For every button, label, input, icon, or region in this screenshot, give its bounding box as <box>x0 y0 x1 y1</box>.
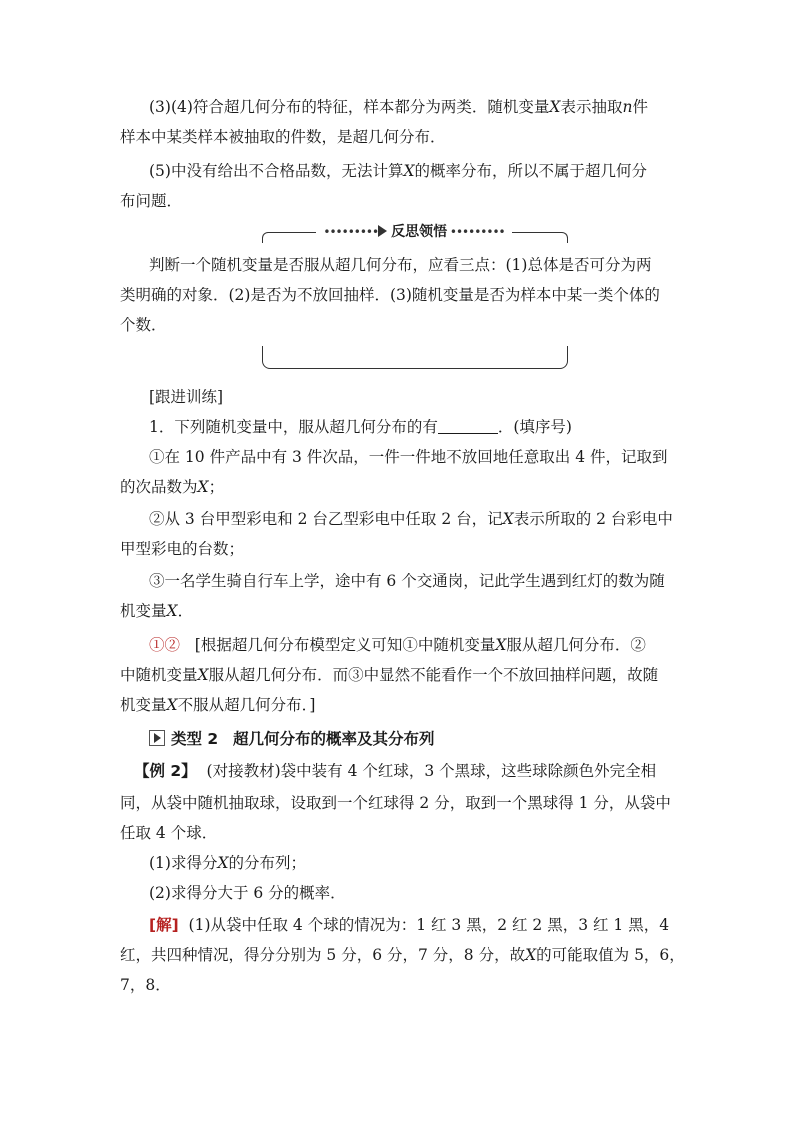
solution-line: 红，共四种情况，得分分别为 5 分，6 分，7 分，8 分，故X的可能取值为 5，6， <box>120 946 685 964</box>
example-line: 任取 4 个球． <box>120 824 218 842</box>
answer-blank <box>438 419 498 434</box>
triangle-icon <box>378 225 387 237</box>
section-heading: 类型 2 超几何分布的概率及其分布列 <box>149 728 676 750</box>
reflection-box-bottom <box>262 346 568 369</box>
reflection-line: 类明确的对象．(2)是否为不放回抽样．(3)随机变量是否为样本中某一类个体的 <box>120 286 660 304</box>
play-icon <box>149 730 165 746</box>
reflection-title: ••••••••• 反思领悟 ••••••••• <box>316 222 512 242</box>
example-question: (2)求得分大于 6 分的概率． <box>149 884 346 902</box>
answer-key: ①② <box>149 636 181 654</box>
solution-line: 7，8． <box>120 976 171 994</box>
para-line: 布问题． <box>120 192 183 210</box>
reflection-line: 个数． <box>120 316 167 334</box>
example-line: 【例 2】 (对接教材)袋中装有 4 个红球，3 个黑球，这些球除颜色外完全相 <box>134 762 657 780</box>
answer-line: 中随机变量X服从超几何分布．而③中显然不能看作一个不放回抽样问题，故随 <box>120 666 659 684</box>
solution-tag: [解] <box>149 916 179 934</box>
option-3-line: ③一名学生骑自行车上学，途中有 6 个交通岗，记此学生遇到红灯的数为随 <box>149 572 665 590</box>
option-2-line: 甲型彩电的台数； <box>120 540 245 558</box>
example-question: (1)求得分X的分布列； <box>149 854 307 872</box>
option-3-line: 机变量X． <box>120 602 194 620</box>
para-line: (3)(4)符合超几何分布的特征，样本都分为两类．随机变量X表示抽取n件 <box>149 98 648 116</box>
option-2-line: ②从 3 台甲型彩电和 2 台乙型彩电中任取 2 台，记X表示所取的 2 台彩电中 <box>149 510 673 528</box>
option-1-line: 的次品数为X； <box>120 478 225 496</box>
para-line: (5)中没有给出不合格品数，无法计算X的概率分布，所以不属于超几何分 <box>149 162 648 180</box>
para-line: 样本中某类样本被抽取的件数，是超几何分布． <box>120 128 446 146</box>
answer-line: 机变量X不服从超几何分布．] <box>120 696 316 714</box>
example-line: 同，从袋中随机抽取球，设取到一个红球得 2 分，取到一个黑球得 1 分，从袋中 <box>120 794 671 812</box>
question-1: 1．下列随机变量中，服从超几何分布的有 ．(填序号) <box>149 418 572 436</box>
solution-line: [解] (1)从袋中任取 4 个球的情况为：1 红 3 黑，2 红 2 黑，3 红 1 黑，4 <box>149 916 670 934</box>
example-tag: 【例 2】 <box>134 762 197 780</box>
reflection-line: 判断一个随机变量是否服从超几何分布，应看三点：(1)总体是否可分为两 <box>149 256 652 274</box>
practice-heading: [跟进训练] <box>149 388 224 406</box>
answer-line: ①② [根据超几何分布模型定义可知①中随机变量X服从超几何分布．② <box>149 636 646 654</box>
option-1-line: ①在 10 件产品中有 3 件次品，一件一件地不放回地任意取出 4 件，记取到 <box>149 448 668 466</box>
